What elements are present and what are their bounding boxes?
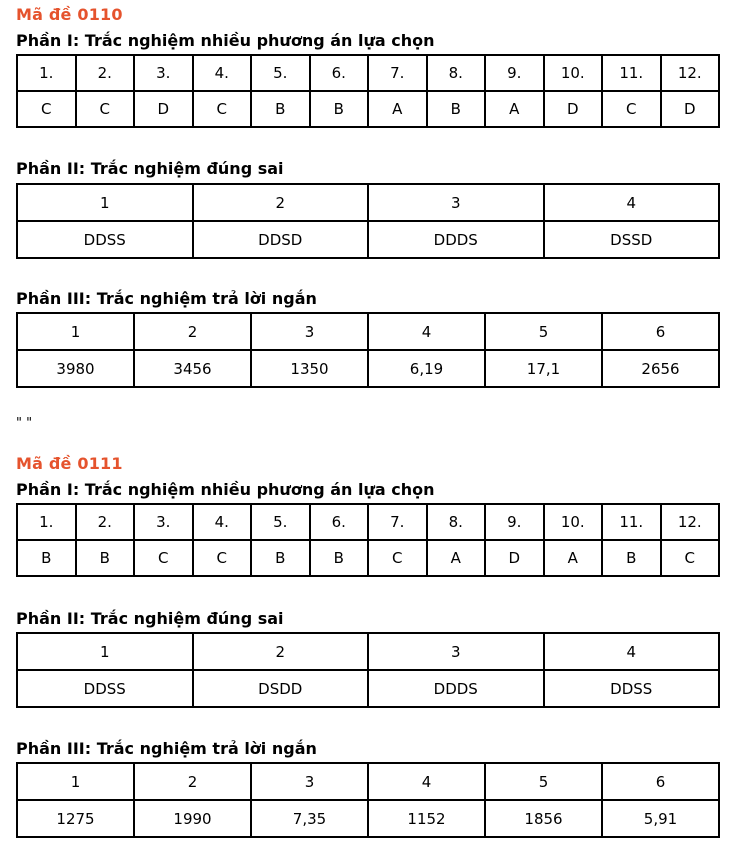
question-number-cell: 8. — [427, 55, 486, 91]
answer-cell: DDDS — [368, 221, 544, 258]
answer-cell: DSDD — [193, 670, 369, 707]
answer-cell: A — [427, 540, 486, 576]
question-number-cell: 10. — [544, 55, 603, 91]
answer-cell: C — [76, 91, 135, 127]
question-number-cell: 5. — [251, 504, 310, 540]
question-number-cell: 4. — [193, 55, 252, 91]
question-number-cell: 3. — [134, 55, 193, 91]
header-row — [17, 55, 719, 91]
question-number-cell: 4. — [193, 504, 252, 540]
answer-cell: 2656 — [602, 350, 719, 387]
question-number-cell: 11. — [602, 504, 661, 540]
question-number-cell: 3. — [134, 504, 193, 540]
part3-title: Phần III: Trắc nghiệm trả lời ngắn — [16, 739, 317, 758]
part2-table — [16, 183, 720, 259]
answer-row — [17, 540, 719, 576]
question-number-cell: 11. — [602, 55, 661, 91]
answer-row — [17, 670, 719, 707]
answer-cell: C — [193, 540, 252, 576]
question-number-cell: 1 — [17, 633, 193, 670]
header-row — [17, 313, 719, 350]
question-number-cell: 2 — [134, 313, 251, 350]
question-number-cell: 6 — [602, 313, 719, 350]
answer-cell: A — [368, 91, 427, 127]
question-number-cell: 9. — [485, 55, 544, 91]
answer-cell: C — [17, 91, 76, 127]
question-number-cell: 8. — [427, 504, 486, 540]
answer-cell: B — [310, 540, 369, 576]
answer-cell: DDSS — [544, 670, 720, 707]
exam-code: Mã đề 0110 — [16, 5, 123, 24]
answer-cell: C — [602, 91, 661, 127]
answer-cell: D — [661, 91, 720, 127]
question-number-cell: 1. — [17, 55, 76, 91]
question-number-cell: 2. — [76, 504, 135, 540]
part1-title: Phần I: Trắc nghiệm nhiều phương án lựa chọn — [16, 31, 435, 50]
question-number-cell: 3 — [368, 184, 544, 221]
answer-cell: 1856 — [485, 800, 602, 837]
answer-cell: 3980 — [17, 350, 134, 387]
part3-table — [16, 312, 720, 388]
question-number-cell: 3 — [251, 313, 368, 350]
answer-cell: 1152 — [368, 800, 485, 837]
separator-text: " " — [16, 416, 33, 431]
answer-cell: B — [427, 91, 486, 127]
answer-cell: D — [134, 91, 193, 127]
question-number-cell: 5. — [251, 55, 310, 91]
part1-table — [16, 503, 720, 577]
question-number-cell: 1 — [17, 313, 134, 350]
question-number-cell: 10. — [544, 504, 603, 540]
header-row — [17, 633, 719, 670]
part2-title: Phần II: Trắc nghiệm đúng sai — [16, 159, 284, 178]
answer-cell: C — [368, 540, 427, 576]
question-number-cell: 2 — [193, 184, 369, 221]
answer-cell: 6,19 — [368, 350, 485, 387]
part2-table — [16, 632, 720, 708]
question-number-cell: 4 — [544, 184, 720, 221]
part1-title: Phần I: Trắc nghiệm nhiều phương án lựa chọn — [16, 480, 435, 499]
answer-row — [17, 800, 719, 837]
answer-cell: DDSS — [17, 670, 193, 707]
question-number-cell: 7. — [368, 55, 427, 91]
answer-cell: D — [485, 540, 544, 576]
question-number-cell: 5 — [485, 313, 602, 350]
answer-cell: B — [310, 91, 369, 127]
header-row — [17, 504, 719, 540]
answer-cell: B — [602, 540, 661, 576]
answer-cell: 1275 — [17, 800, 134, 837]
question-number-cell: 4 — [368, 763, 485, 800]
exam-code: Mã đề 0111 — [16, 454, 123, 473]
answer-cell: A — [544, 540, 603, 576]
answer-cell: 17,1 — [485, 350, 602, 387]
answer-cell: 5,91 — [602, 800, 719, 837]
answer-cell: DDSS — [17, 221, 193, 258]
answer-cell: DDDS — [368, 670, 544, 707]
question-number-cell: 5 — [485, 763, 602, 800]
answer-cell: B — [17, 540, 76, 576]
answer-row — [17, 350, 719, 387]
question-number-cell: 6 — [602, 763, 719, 800]
question-number-cell: 6. — [310, 504, 369, 540]
question-number-cell: 12. — [661, 504, 720, 540]
question-number-cell: 4 — [544, 633, 720, 670]
question-number-cell: 2 — [134, 763, 251, 800]
question-number-cell: 12. — [661, 55, 720, 91]
answer-cell: C — [661, 540, 720, 576]
answer-cell: 7,35 — [251, 800, 368, 837]
question-number-cell: 1. — [17, 504, 76, 540]
question-number-cell: 2. — [76, 55, 135, 91]
answer-cell: D — [544, 91, 603, 127]
answer-cell: C — [134, 540, 193, 576]
question-number-cell: 6. — [310, 55, 369, 91]
answer-cell: A — [485, 91, 544, 127]
part3-table — [16, 762, 720, 838]
answer-cell: B — [76, 540, 135, 576]
answer-cell: C — [193, 91, 252, 127]
question-number-cell: 3 — [251, 763, 368, 800]
answer-cell: DDSD — [193, 221, 369, 258]
part1-table — [16, 54, 720, 128]
question-number-cell: 9. — [485, 504, 544, 540]
question-number-cell: 4 — [368, 313, 485, 350]
answer-cell: 1990 — [134, 800, 251, 837]
answer-cell: B — [251, 91, 310, 127]
question-number-cell: 3 — [368, 633, 544, 670]
answer-row — [17, 221, 719, 258]
header-row — [17, 763, 719, 800]
part2-title: Phần II: Trắc nghiệm đúng sai — [16, 609, 284, 628]
answer-cell: 1350 — [251, 350, 368, 387]
answer-row — [17, 91, 719, 127]
answer-cell: B — [251, 540, 310, 576]
question-number-cell: 1 — [17, 184, 193, 221]
question-number-cell: 1 — [17, 763, 134, 800]
question-number-cell: 7. — [368, 504, 427, 540]
part3-title: Phần III: Trắc nghiệm trả lời ngắn — [16, 289, 317, 308]
header-row — [17, 184, 719, 221]
question-number-cell: 2 — [193, 633, 369, 670]
answer-cell: DSSD — [544, 221, 720, 258]
answer-cell: 3456 — [134, 350, 251, 387]
